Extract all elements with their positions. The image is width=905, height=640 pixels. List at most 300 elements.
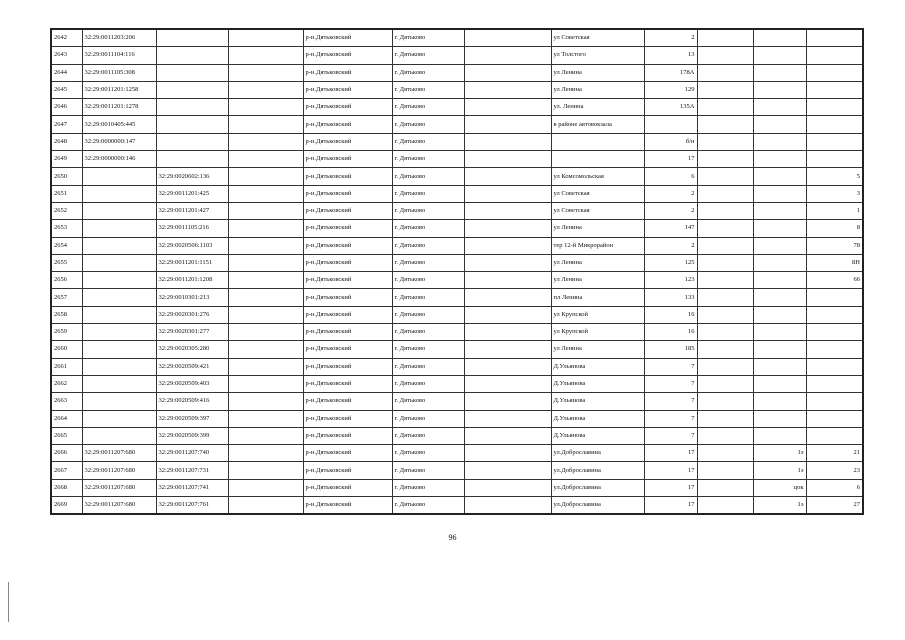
cadastral-number: 32:29:0011207:680 bbox=[82, 497, 156, 515]
room-cadastral-number: 32:29:0011207:731 bbox=[156, 462, 228, 479]
empty-cell bbox=[464, 462, 551, 479]
room-cadastral-number: 32:29:0020509:403 bbox=[156, 375, 228, 392]
city-cell: г. Дятьково bbox=[392, 375, 464, 392]
empty-cell bbox=[228, 116, 303, 133]
city-cell: г. Дятьково bbox=[392, 462, 464, 479]
street-cell: ул Ленина bbox=[551, 341, 644, 358]
cadastral-number: 32:29:0011207:680 bbox=[82, 479, 156, 496]
empty-cell bbox=[228, 29, 303, 47]
row-number: 2650 bbox=[51, 168, 82, 185]
empty-cell bbox=[228, 341, 303, 358]
district-cell: р-н.Дятьковский bbox=[303, 289, 392, 306]
cadastral-number bbox=[82, 185, 156, 202]
empty-cell bbox=[697, 497, 753, 515]
district-cell: р-н.Дятьковский bbox=[303, 306, 392, 323]
table-row bbox=[51, 358, 863, 375]
empty-cell bbox=[464, 29, 551, 47]
empty-cell bbox=[697, 220, 753, 237]
row-number: 2655 bbox=[51, 254, 82, 271]
district-cell: р-н.Дятьковский bbox=[303, 375, 392, 392]
room-number-cell bbox=[806, 99, 863, 116]
city-cell: г. Дятьково bbox=[392, 497, 464, 515]
room-number-cell: 3 bbox=[806, 185, 863, 202]
district-cell: р-н.Дятьковский bbox=[303, 64, 392, 81]
empty-cell bbox=[464, 358, 551, 375]
room-number-cell bbox=[806, 29, 863, 47]
empty-cell bbox=[697, 289, 753, 306]
district-cell: р-н.Дятьковский bbox=[303, 133, 392, 150]
city-cell: г. Дятьково bbox=[392, 393, 464, 410]
street-cell: в районе автовокзала bbox=[551, 116, 644, 133]
floor-cell bbox=[753, 47, 806, 64]
empty-cell bbox=[228, 133, 303, 150]
city-cell: г. Дятьково bbox=[392, 427, 464, 444]
floor-cell bbox=[753, 358, 806, 375]
district-cell: р-н.Дятьковский bbox=[303, 479, 392, 496]
district-cell: р-н.Дятьковский bbox=[303, 497, 392, 515]
district-cell: р-н.Дятьковский bbox=[303, 99, 392, 116]
city-cell: г. Дятьково bbox=[392, 410, 464, 427]
registry-table bbox=[50, 28, 864, 515]
empty-cell bbox=[228, 445, 303, 462]
street-cell: Д.Ульянова bbox=[551, 393, 644, 410]
empty-cell bbox=[464, 237, 551, 254]
cadastral-number bbox=[82, 410, 156, 427]
table-row bbox=[51, 64, 863, 81]
city-cell: г. Дятьково bbox=[392, 220, 464, 237]
row-number: 2645 bbox=[51, 81, 82, 98]
street-cell: пл Ленина bbox=[551, 289, 644, 306]
street-cell bbox=[551, 151, 644, 168]
room-number-cell bbox=[806, 116, 863, 133]
empty-cell bbox=[464, 341, 551, 358]
district-cell: р-н.Дятьковский bbox=[303, 393, 392, 410]
room-number-cell bbox=[806, 341, 863, 358]
empty-cell bbox=[464, 410, 551, 427]
city-cell: г. Дятьково bbox=[392, 341, 464, 358]
floor-cell bbox=[753, 116, 806, 133]
house-number-cell: 16 bbox=[644, 306, 697, 323]
street-cell: ул Ленина bbox=[551, 64, 644, 81]
house-number-cell: 178А bbox=[644, 64, 697, 81]
district-cell: р-н.Дятьковский bbox=[303, 358, 392, 375]
table-row bbox=[51, 168, 863, 185]
row-number: 2644 bbox=[51, 64, 82, 81]
empty-cell bbox=[228, 289, 303, 306]
empty-cell bbox=[464, 254, 551, 271]
row-number: 2668 bbox=[51, 479, 82, 496]
house-number-cell: 129 bbox=[644, 81, 697, 98]
floor-cell bbox=[753, 375, 806, 392]
empty-cell bbox=[697, 29, 753, 47]
cadastral-number bbox=[82, 324, 156, 341]
city-cell: г. Дятьково bbox=[392, 151, 464, 168]
city-cell: г. Дятьково bbox=[392, 99, 464, 116]
empty-cell bbox=[464, 479, 551, 496]
street-cell: ул Советская bbox=[551, 29, 644, 47]
floor-cell bbox=[753, 427, 806, 444]
empty-cell bbox=[228, 64, 303, 81]
room-cadastral-number: 32:29:0011201:1208 bbox=[156, 272, 228, 289]
room-number-cell: 78 bbox=[806, 237, 863, 254]
cadastral-number bbox=[82, 375, 156, 392]
row-number: 2651 bbox=[51, 185, 82, 202]
floor-cell: 1э bbox=[753, 497, 806, 515]
district-cell: р-н.Дятьковский bbox=[303, 220, 392, 237]
street-cell: Д.Ульянова bbox=[551, 427, 644, 444]
cadastral-number bbox=[82, 306, 156, 323]
district-cell: р-н.Дятьковский bbox=[303, 427, 392, 444]
empty-cell bbox=[464, 151, 551, 168]
cadastral-number: 32:29:0011201:1258 bbox=[82, 81, 156, 98]
house-number-cell: 123 bbox=[644, 272, 697, 289]
empty-cell bbox=[228, 324, 303, 341]
empty-cell bbox=[464, 220, 551, 237]
city-cell: г. Дятьково bbox=[392, 133, 464, 150]
street-cell: тер 12-й Микрорайон bbox=[551, 237, 644, 254]
table-row bbox=[51, 306, 863, 323]
house-number-cell: 185 bbox=[644, 341, 697, 358]
house-number-cell: 7 bbox=[644, 427, 697, 444]
empty-cell bbox=[464, 445, 551, 462]
city-cell: г. Дятьково bbox=[392, 289, 464, 306]
room-cadastral-number bbox=[156, 116, 228, 133]
street-cell: ул Советская bbox=[551, 185, 644, 202]
room-cadastral-number bbox=[156, 99, 228, 116]
floor-cell bbox=[753, 220, 806, 237]
house-number-cell: 7 bbox=[644, 410, 697, 427]
house-number-cell: 7 bbox=[644, 393, 697, 410]
street-cell: ул. Ленина bbox=[551, 99, 644, 116]
house-number-cell: 16 bbox=[644, 324, 697, 341]
floor-cell bbox=[753, 410, 806, 427]
street-cell: ул Ленина bbox=[551, 272, 644, 289]
table-row bbox=[51, 272, 863, 289]
floor-cell bbox=[753, 133, 806, 150]
room-cadastral-number bbox=[156, 151, 228, 168]
empty-cell bbox=[697, 237, 753, 254]
room-cadastral-number: 32:29:0020301:277 bbox=[156, 324, 228, 341]
empty-cell bbox=[228, 393, 303, 410]
room-number-cell: 23 bbox=[806, 462, 863, 479]
house-number-cell bbox=[644, 116, 697, 133]
house-number-cell: 17 bbox=[644, 479, 697, 496]
room-cadastral-number bbox=[156, 64, 228, 81]
floor-cell bbox=[753, 202, 806, 219]
table-row bbox=[51, 202, 863, 219]
room-number-cell bbox=[806, 427, 863, 444]
cadastral-number bbox=[82, 289, 156, 306]
house-number-cell: 17 bbox=[644, 151, 697, 168]
empty-cell bbox=[464, 81, 551, 98]
empty-cell bbox=[697, 81, 753, 98]
room-cadastral-number: 32:29:0020506:1103 bbox=[156, 237, 228, 254]
city-cell: г. Дятьково bbox=[392, 116, 464, 133]
table-row bbox=[51, 133, 863, 150]
house-number-cell: 133 bbox=[644, 289, 697, 306]
page-number: 96 bbox=[448, 533, 457, 542]
empty-cell bbox=[697, 410, 753, 427]
table-row bbox=[51, 220, 863, 237]
empty-cell bbox=[228, 306, 303, 323]
empty-cell bbox=[464, 185, 551, 202]
empty-cell bbox=[697, 393, 753, 410]
empty-cell bbox=[228, 202, 303, 219]
empty-cell bbox=[228, 375, 303, 392]
city-cell: г. Дятьково bbox=[392, 168, 464, 185]
room-cadastral-number: 32:29:0020509:416 bbox=[156, 393, 228, 410]
empty-cell bbox=[697, 168, 753, 185]
cadastral-number: 32:29:0011201:1278 bbox=[82, 99, 156, 116]
empty-cell bbox=[697, 306, 753, 323]
empty-cell bbox=[464, 393, 551, 410]
empty-cell bbox=[697, 341, 753, 358]
district-cell: р-н.Дятьковский bbox=[303, 254, 392, 271]
street-cell: ул Ленина bbox=[551, 220, 644, 237]
cadastral-number bbox=[82, 220, 156, 237]
empty-cell bbox=[228, 99, 303, 116]
table-row bbox=[51, 185, 863, 202]
empty-cell bbox=[464, 99, 551, 116]
empty-cell bbox=[228, 272, 303, 289]
empty-cell bbox=[464, 306, 551, 323]
room-cadastral-number: 32:29:0011207:740 bbox=[156, 445, 228, 462]
house-number-cell: 17 bbox=[644, 445, 697, 462]
floor-cell bbox=[753, 64, 806, 81]
empty-cell bbox=[697, 324, 753, 341]
floor-cell: цок bbox=[753, 479, 806, 496]
district-cell: р-н.Дятьковский bbox=[303, 410, 392, 427]
table-row bbox=[51, 427, 863, 444]
room-cadastral-number: 32:29:0011105:216 bbox=[156, 220, 228, 237]
table-row bbox=[51, 445, 863, 462]
cadastral-number: 32:29:0000000:147 bbox=[82, 133, 156, 150]
row-number: 2653 bbox=[51, 220, 82, 237]
cadastral-number bbox=[82, 358, 156, 375]
house-number-cell: 2 bbox=[644, 185, 697, 202]
cadastral-number: 32:29:0000000:146 bbox=[82, 151, 156, 168]
empty-cell bbox=[697, 151, 753, 168]
cadastral-number bbox=[82, 272, 156, 289]
empty-cell bbox=[228, 81, 303, 98]
room-cadastral-number: 32:29:0020509:397 bbox=[156, 410, 228, 427]
floor-cell: 1э bbox=[753, 462, 806, 479]
empty-cell bbox=[464, 133, 551, 150]
street-cell: ул Толстого bbox=[551, 47, 644, 64]
room-number-cell: 5 bbox=[806, 168, 863, 185]
district-cell: р-н.Дятьковский bbox=[303, 324, 392, 341]
empty-cell bbox=[228, 168, 303, 185]
house-number-cell: 7 bbox=[644, 375, 697, 392]
city-cell: г. Дятьково bbox=[392, 254, 464, 271]
street-cell: Д.Ульянова bbox=[551, 410, 644, 427]
row-number: 2657 bbox=[51, 289, 82, 306]
district-cell: р-н.Дятьковский bbox=[303, 272, 392, 289]
room-cadastral-number: 32:29:0011207:761 bbox=[156, 497, 228, 515]
district-cell: р-н.Дятьковский bbox=[303, 445, 392, 462]
city-cell: г. Дятьково bbox=[392, 29, 464, 47]
empty-cell bbox=[697, 116, 753, 133]
empty-cell bbox=[464, 497, 551, 515]
room-number-cell bbox=[806, 358, 863, 375]
street-cell: ул Комсомольская bbox=[551, 168, 644, 185]
room-number-cell bbox=[806, 393, 863, 410]
margin-mark bbox=[8, 582, 9, 622]
floor-cell bbox=[753, 81, 806, 98]
district-cell: р-н.Дятьковский bbox=[303, 116, 392, 133]
cadastral-number bbox=[82, 254, 156, 271]
row-number: 2647 bbox=[51, 116, 82, 133]
empty-cell bbox=[464, 375, 551, 392]
street-cell: ул.Доброславина bbox=[551, 497, 644, 515]
table-row bbox=[51, 47, 863, 64]
empty-cell bbox=[697, 358, 753, 375]
floor-cell bbox=[753, 324, 806, 341]
street-cell: ул Крупской bbox=[551, 306, 644, 323]
floor-cell bbox=[753, 237, 806, 254]
room-cadastral-number: 32:29:0020509:399 bbox=[156, 427, 228, 444]
floor-cell bbox=[753, 29, 806, 47]
row-number: 2658 bbox=[51, 306, 82, 323]
city-cell: г. Дятьково bbox=[392, 324, 464, 341]
district-cell: р-н.Дятьковский bbox=[303, 168, 392, 185]
empty-cell bbox=[697, 272, 753, 289]
district-cell: р-н.Дятьковский bbox=[303, 237, 392, 254]
empty-cell bbox=[228, 47, 303, 64]
empty-cell bbox=[228, 220, 303, 237]
row-number: 2648 bbox=[51, 133, 82, 150]
district-cell: р-н.Дятьковский bbox=[303, 81, 392, 98]
street-cell bbox=[551, 133, 644, 150]
room-cadastral-number: 32:29:0020305:280 bbox=[156, 341, 228, 358]
room-cadastral-number: 32:29:0011201:425 bbox=[156, 185, 228, 202]
table-row bbox=[51, 29, 863, 47]
room-number-cell bbox=[806, 306, 863, 323]
table-row bbox=[51, 341, 863, 358]
room-cadastral-number bbox=[156, 47, 228, 64]
district-cell: р-н.Дятьковский bbox=[303, 29, 392, 47]
row-number: 2643 bbox=[51, 47, 82, 64]
empty-cell bbox=[228, 185, 303, 202]
street-cell: ул.Доброславина bbox=[551, 479, 644, 496]
row-number: 2667 bbox=[51, 462, 82, 479]
empty-cell bbox=[697, 64, 753, 81]
floor-cell bbox=[753, 289, 806, 306]
floor-cell: 1э bbox=[753, 445, 806, 462]
city-cell: г. Дятьково bbox=[392, 237, 464, 254]
city-cell: г. Дятьково bbox=[392, 64, 464, 81]
room-number-cell: 1 bbox=[806, 202, 863, 219]
empty-cell bbox=[697, 375, 753, 392]
table-row bbox=[51, 289, 863, 306]
city-cell: г. Дятьково bbox=[392, 81, 464, 98]
empty-cell bbox=[228, 254, 303, 271]
room-cadastral-number: 32:29:0011207:741 bbox=[156, 479, 228, 496]
empty-cell bbox=[228, 462, 303, 479]
table-row bbox=[51, 81, 863, 98]
floor-cell bbox=[753, 272, 806, 289]
floor-cell bbox=[753, 393, 806, 410]
floor-cell bbox=[753, 168, 806, 185]
room-number-cell bbox=[806, 81, 863, 98]
empty-cell bbox=[464, 427, 551, 444]
room-number-cell bbox=[806, 151, 863, 168]
room-number-cell: 6 bbox=[806, 479, 863, 496]
row-number: 2666 bbox=[51, 445, 82, 462]
city-cell: г. Дятьково bbox=[392, 47, 464, 64]
floor-cell bbox=[753, 185, 806, 202]
empty-cell bbox=[228, 427, 303, 444]
house-number-cell: 17 bbox=[644, 462, 697, 479]
room-cadastral-number: 32:29:0010301:213 bbox=[156, 289, 228, 306]
room-cadastral-number: 32:29:0020602:136 bbox=[156, 168, 228, 185]
house-number-cell: 13 bbox=[644, 47, 697, 64]
room-cadastral-number: 32:29:0011201:1151 bbox=[156, 254, 228, 271]
cadastral-number: 32:29:0011105:308 bbox=[82, 64, 156, 81]
empty-cell bbox=[464, 202, 551, 219]
empty-cell bbox=[697, 47, 753, 64]
house-number-cell: 125 bbox=[644, 254, 697, 271]
room-number-cell: 27 bbox=[806, 497, 863, 515]
room-number-cell: 66 bbox=[806, 272, 863, 289]
table-row bbox=[51, 237, 863, 254]
cadastral-number bbox=[82, 237, 156, 254]
row-number: 2664 bbox=[51, 410, 82, 427]
floor-cell bbox=[753, 254, 806, 271]
row-number: 2665 bbox=[51, 427, 82, 444]
cadastral-number bbox=[82, 393, 156, 410]
table-row bbox=[51, 479, 863, 496]
row-number: 2652 bbox=[51, 202, 82, 219]
room-number-cell bbox=[806, 289, 863, 306]
table-row bbox=[51, 375, 863, 392]
district-cell: р-н.Дятьковский bbox=[303, 151, 392, 168]
city-cell: г. Дятьково bbox=[392, 202, 464, 219]
row-number: 2656 bbox=[51, 272, 82, 289]
empty-cell bbox=[464, 272, 551, 289]
city-cell: г. Дятьково bbox=[392, 358, 464, 375]
row-number: 2642 bbox=[51, 29, 82, 47]
empty-cell bbox=[228, 479, 303, 496]
empty-cell bbox=[228, 497, 303, 515]
room-number-cell: 21 bbox=[806, 445, 863, 462]
street-cell: ул Ленина bbox=[551, 254, 644, 271]
row-number: 2659 bbox=[51, 324, 82, 341]
room-number-cell bbox=[806, 324, 863, 341]
empty-cell bbox=[697, 479, 753, 496]
city-cell: г. Дятьково bbox=[392, 185, 464, 202]
room-cadastral-number bbox=[156, 81, 228, 98]
table-row bbox=[51, 116, 863, 133]
room-number-cell: 8 bbox=[806, 220, 863, 237]
city-cell: г. Дятьково bbox=[392, 272, 464, 289]
empty-cell bbox=[464, 64, 551, 81]
house-number-cell: 135А bbox=[644, 99, 697, 116]
city-cell: г. Дятьково bbox=[392, 306, 464, 323]
house-number-cell: б/н bbox=[644, 133, 697, 150]
house-number-cell: 17 bbox=[644, 497, 697, 515]
district-cell: р-н.Дятьковский bbox=[303, 341, 392, 358]
registry-sheet bbox=[50, 28, 862, 515]
empty-cell bbox=[697, 254, 753, 271]
room-number-cell bbox=[806, 133, 863, 150]
floor-cell bbox=[753, 306, 806, 323]
district-cell: р-н.Дятьковский bbox=[303, 185, 392, 202]
floor-cell bbox=[753, 341, 806, 358]
table-row bbox=[51, 151, 863, 168]
row-number: 2661 bbox=[51, 358, 82, 375]
empty-cell bbox=[697, 202, 753, 219]
